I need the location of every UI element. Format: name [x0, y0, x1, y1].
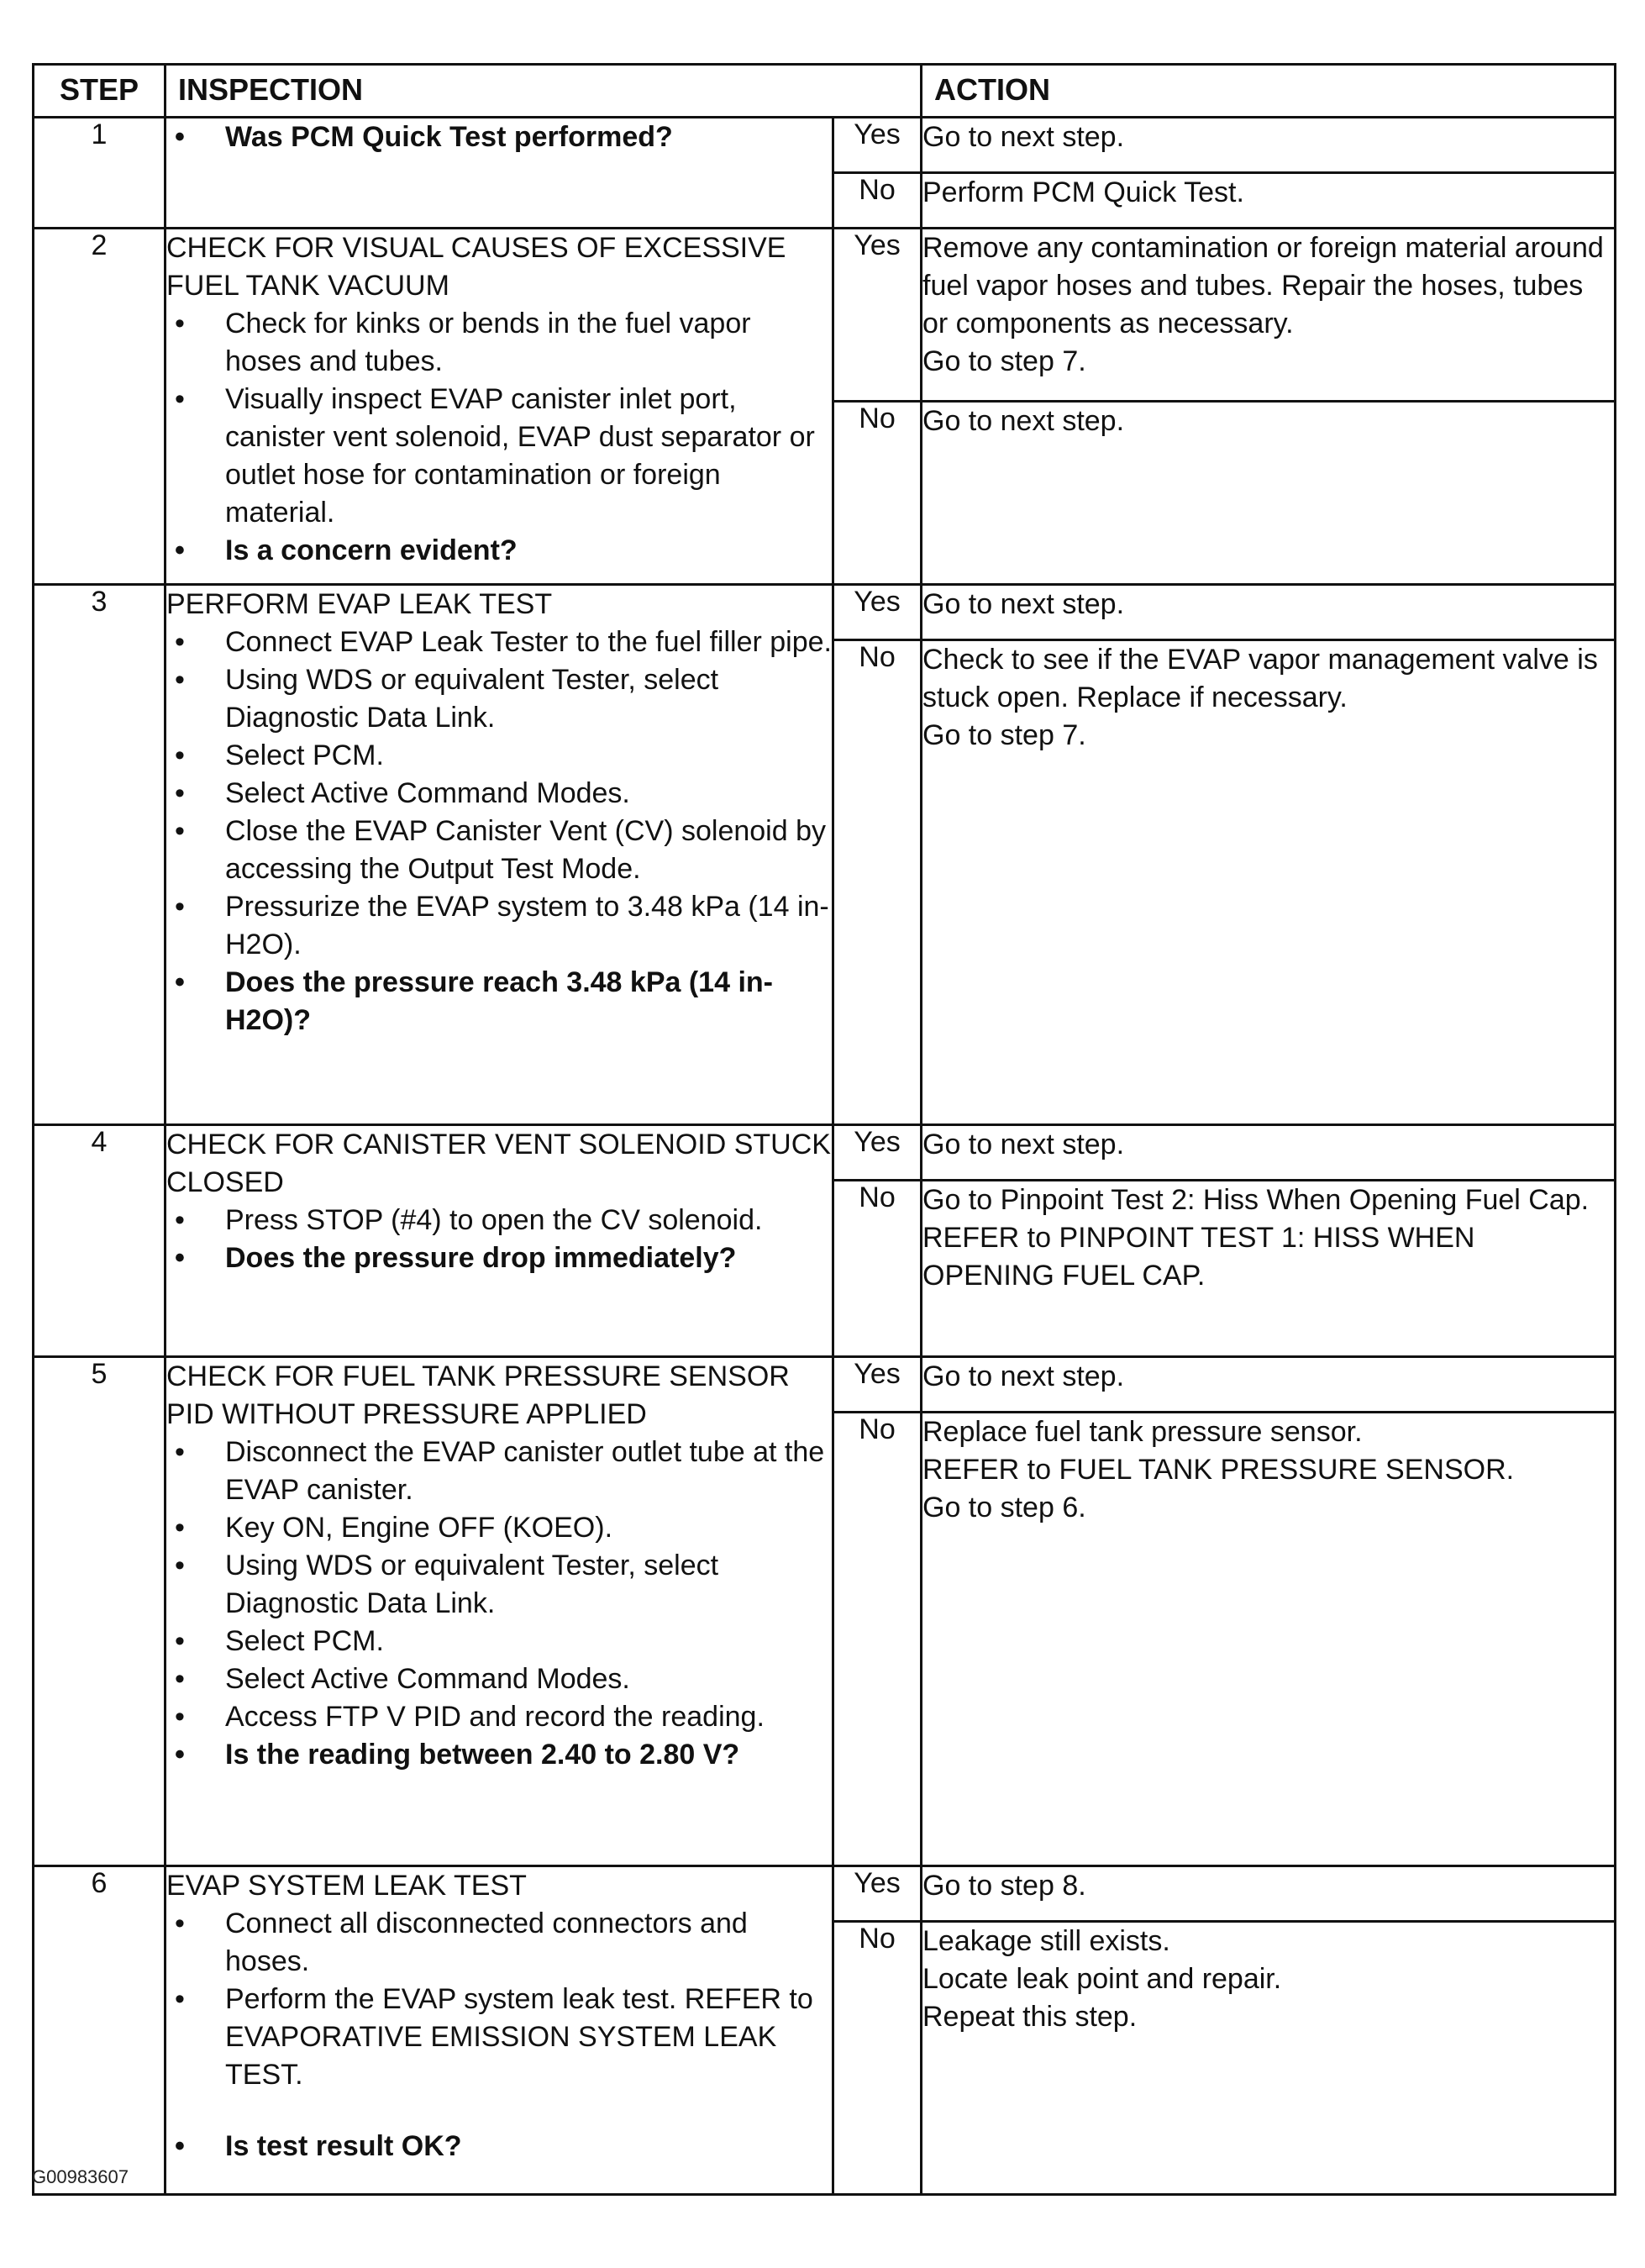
yes-action	[922, 118, 1616, 173]
action-line: Perform PCM Quick Test.	[922, 176, 1244, 208]
no-label: No	[833, 640, 922, 1125]
inspection-title: EVAP SYSTEM LEAK TEST	[166, 1870, 527, 1902]
action-line: Replace fuel tank pressure sensor.	[922, 1416, 1363, 1448]
action-line: REFER to PINPOINT TEST 1: HISS WHEN OPENING FUEL CAP.	[922, 1222, 1475, 1292]
no-action	[922, 1181, 1616, 1357]
inspection-item: • Perform the EVAP system leak test. REFER to EVAPORATIVE EMISSION SYSTEM LEAK TEST.	[166, 1981, 832, 2094]
action-line: Remove any contamination or foreign material around fuel vapor hoses and tubes. Repair the hoses, tubes or components as necessary.	[922, 232, 1604, 339]
action-line: Go to next step.	[922, 588, 1125, 620]
inspection-title: CHECK FOR CANISTER VENT SOLENOID STUCK CLOSED	[166, 1129, 831, 1198]
yes-action	[922, 585, 1616, 640]
inspection-list	[166, 305, 832, 570]
inspection-item: • Select Active Command Modes.	[166, 1660, 832, 1698]
inspection-title: CHECK FOR VISUAL CAUSES OF EXCESSIVE FUEL TANK VACUUM	[166, 232, 786, 302]
inspection-cell	[166, 229, 833, 585]
inspection-question: • Is a concern evident?	[166, 532, 832, 570]
yes-label: Yes	[833, 118, 922, 173]
action-line: Go to next step.	[922, 1129, 1125, 1160]
inspection-cell	[166, 118, 833, 229]
inspection-item: • Access FTP V PID and record the reading.	[166, 1698, 832, 1736]
yes-label: Yes	[833, 1125, 922, 1181]
list-spacer	[166, 2094, 832, 2128]
action-line: Go to step 8.	[922, 1870, 1086, 1902]
inspection-cell	[166, 1866, 833, 2195]
diagnostic-table	[32, 63, 1616, 2196]
no-label: No	[833, 402, 922, 585]
header-action: ACTION	[922, 65, 1616, 118]
inspection-item: • Key ON, Engine OFF (KOEO).	[166, 1509, 832, 1547]
action-line: Leakage still exists.	[922, 1925, 1170, 1957]
table-row	[34, 1125, 1616, 1181]
no-action	[922, 173, 1616, 229]
inspection-list	[166, 118, 832, 156]
inspection-cell	[166, 585, 833, 1125]
no-action	[922, 1922, 1616, 2195]
action-line: Go to Pinpoint Test 2: Hiss When Opening Fuel Cap.	[922, 1184, 1590, 1216]
inspection-list	[166, 1905, 832, 2165]
no-action	[922, 1413, 1616, 1866]
inspection-item: • Connect EVAP Leak Tester to the fuel filler pipe.	[166, 624, 832, 661]
action-line: Go to next step.	[922, 405, 1125, 437]
no-action	[922, 640, 1616, 1125]
action-line: Check to see if the EVAP vapor management valve is stuck open. Replace if necessary.	[922, 644, 1598, 713]
table-row	[34, 118, 1616, 173]
inspection-item: • Select PCM.	[166, 737, 832, 775]
step-number: 3	[34, 585, 166, 1125]
inspection-item: • Using WDS or equivalent Tester, select Diagnostic Data Link.	[166, 1547, 832, 1623]
step-number: 6	[34, 1866, 166, 2195]
inspection-item: • Using WDS or equivalent Tester, select Diagnostic Data Link.	[166, 661, 832, 737]
no-label: No	[833, 1181, 922, 1357]
yes-action	[922, 1357, 1616, 1413]
inspection-list	[166, 1434, 832, 1774]
step-number: 5	[34, 1357, 166, 1866]
inspection-list	[166, 624, 832, 1039]
no-action	[922, 402, 1616, 585]
figure-id: G00983607	[32, 2166, 129, 2187]
inspection-item: • Select Active Command Modes.	[166, 775, 832, 813]
yes-action	[922, 1125, 1616, 1181]
no-label: No	[833, 1413, 922, 1866]
action-line: Go to step 7.	[922, 345, 1086, 377]
step-number: 1	[34, 118, 166, 229]
inspection-title: CHECK FOR FUEL TANK PRESSURE SENSOR PID WITHOUT PRESSURE APPLIED	[166, 1360, 790, 1430]
inspection-item: • Disconnect the EVAP canister outlet tube at the EVAP canister.	[166, 1434, 832, 1509]
yes-label: Yes	[833, 1357, 922, 1413]
step-number: 2	[34, 229, 166, 585]
inspection-question: • Does the pressure drop immediately?	[166, 1239, 832, 1277]
action-line: Go to next step.	[922, 1360, 1125, 1392]
yes-label: Yes	[833, 585, 922, 640]
inspection-question: • Does the pressure reach 3.48 kPa (14 in-H2O)?	[166, 964, 832, 1039]
table-row	[34, 585, 1616, 640]
action-line: Go to next step.	[922, 121, 1125, 153]
yes-action	[922, 1866, 1616, 1922]
inspection-title: PERFORM EVAP LEAK TEST	[166, 588, 553, 620]
action-line: Repeat this step.	[922, 2001, 1138, 2033]
header-row	[34, 65, 1616, 118]
inspection-list	[166, 1202, 832, 1277]
inspection-question: • Is test result OK?	[166, 2128, 832, 2165]
inspection-item: • Press STOP (#4) to open the CV solenoid.	[166, 1202, 832, 1239]
action-line: Go to step 7.	[922, 719, 1086, 751]
action-line: REFER to FUEL TANK PRESSURE SENSOR.	[922, 1454, 1515, 1486]
action-line: Go to step 6.	[922, 1492, 1086, 1523]
action-line: Locate leak point and repair.	[922, 1963, 1282, 1995]
inspection-cell	[166, 1357, 833, 1866]
header-step: STEP	[34, 65, 166, 118]
step-number: 4	[34, 1125, 166, 1357]
inspection-item: • Connect all disconnected connectors and hoses.	[166, 1905, 832, 1981]
inspection-item: • Check for kinks or bends in the fuel vapor hoses and tubes.	[166, 305, 832, 381]
table-row	[34, 229, 1616, 402]
no-label: No	[833, 173, 922, 229]
table-body	[34, 118, 1616, 2195]
inspection-item: • Close the EVAP Canister Vent (CV) solenoid by accessing the Output Test Mode.	[166, 813, 832, 888]
inspection-item: • Select PCM.	[166, 1623, 832, 1660]
no-label: No	[833, 1922, 922, 2195]
inspection-question: • Is the reading between 2.40 to 2.80 V?	[166, 1736, 832, 1774]
yes-label: Yes	[833, 229, 922, 402]
table-row	[34, 1866, 1616, 1922]
yes-action	[922, 229, 1616, 402]
inspection-question: • Was PCM Quick Test performed?	[166, 118, 832, 156]
inspection-item: • Pressurize the EVAP system to 3.48 kPa (14 in-H2O).	[166, 888, 832, 964]
inspection-cell	[166, 1125, 833, 1357]
inspection-item: • Visually inspect EVAP canister inlet port, canister vent solenoid, EVAP dust separator or outlet hose for contamination or foreign material.	[166, 381, 832, 532]
yes-label: Yes	[833, 1866, 922, 1922]
header-inspection: INSPECTION	[166, 65, 922, 118]
table-row	[34, 1357, 1616, 1413]
